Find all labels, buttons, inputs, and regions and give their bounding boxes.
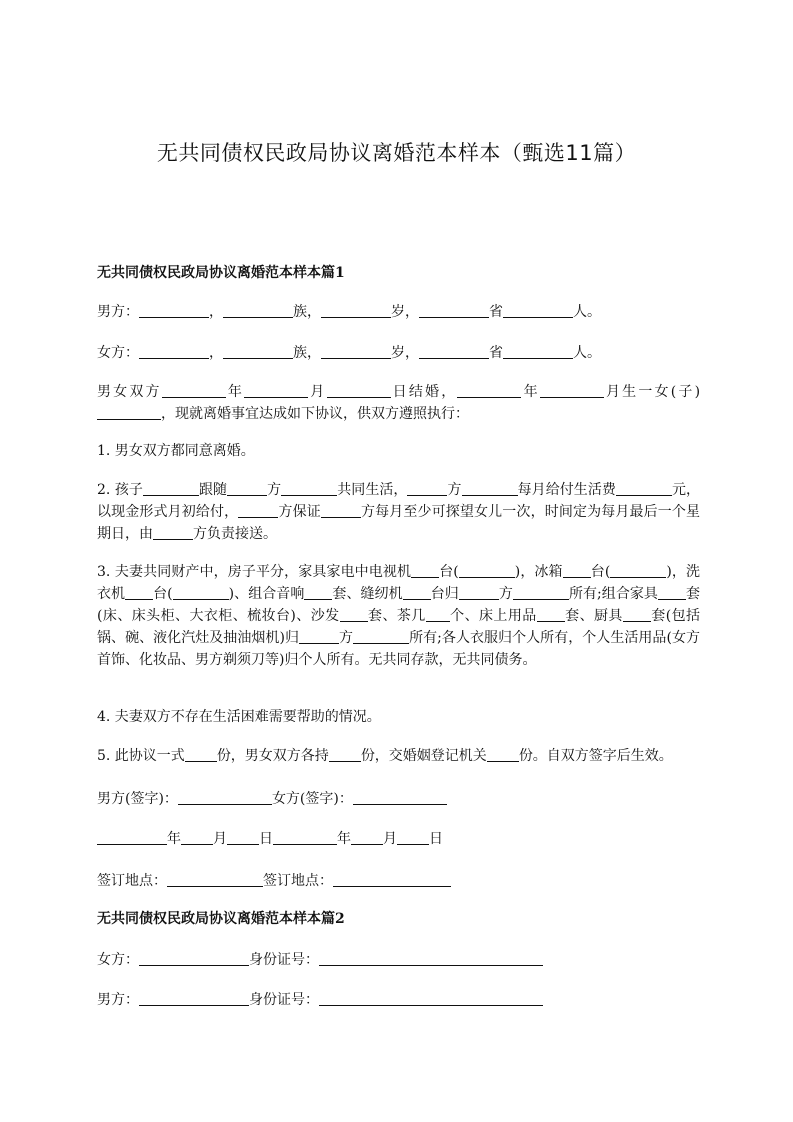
clause-1: 1. 男女双方都同意离婚。: [97, 443, 255, 459]
text-segment: 女方：: [97, 345, 139, 361]
blank[interactable]: [139, 990, 249, 1006]
text-segment: 方负责接送。: [193, 526, 277, 542]
text-segment: 方: [498, 586, 513, 602]
wife-id-line: [97, 949, 700, 971]
text-segment: 套、缝纫机: [332, 586, 403, 602]
blank[interactable]: [227, 829, 259, 845]
text-segment: 每月给付生活费: [517, 482, 616, 498]
blank[interactable]: [273, 829, 337, 845]
text-segment: 人。: [573, 345, 601, 361]
text-segment: 男方：: [97, 304, 139, 320]
text-segment: 年: [521, 384, 540, 400]
blank[interactable]: [299, 628, 339, 644]
blank[interactable]: [623, 606, 651, 622]
text-segment: 台(: [590, 564, 611, 580]
blank[interactable]: [319, 990, 543, 1006]
text-segment: 方每月至少可探望女儿一次，时间定为每月最后一个星期日，由: [97, 504, 701, 542]
text-segment: 日结婚，: [390, 384, 458, 400]
blank[interactable]: [353, 628, 409, 644]
blank[interactable]: [513, 584, 569, 600]
text-segment: 月生一女(子): [603, 384, 701, 400]
blank[interactable]: [185, 746, 217, 762]
blank[interactable]: [125, 584, 153, 600]
blank[interactable]: [153, 524, 193, 540]
signature-line: [97, 788, 700, 810]
text-segment: ，: [209, 304, 223, 320]
blank[interactable]: [658, 584, 686, 600]
text-segment: 身份证号：: [249, 952, 319, 968]
blank[interactable]: [397, 829, 429, 845]
blank[interactable]: [238, 502, 278, 518]
text-segment: 所有;组合家具: [568, 586, 658, 602]
blank[interactable]: [227, 480, 267, 496]
text-segment: 人。: [573, 304, 601, 320]
text-segment: 身份证号：: [249, 992, 319, 1008]
text-segment: 男女双方: [97, 384, 162, 400]
blank[interactable]: [327, 382, 391, 398]
text-segment: 月: [213, 831, 227, 847]
signing-place-line: [97, 870, 700, 892]
blank[interactable]: [540, 382, 604, 398]
blank[interactable]: [321, 502, 361, 518]
blank[interactable]: [321, 302, 391, 318]
text-segment: 套、厨具: [564, 608, 623, 624]
text-segment: 签订地点：: [97, 873, 167, 889]
blank[interactable]: [97, 404, 161, 420]
text-segment: )，冰箱: [514, 564, 563, 580]
section-heading-1: 无共同债权民政局协议离婚范本样本篇1: [97, 265, 345, 281]
blank[interactable]: [459, 562, 515, 578]
text-segment: 2. 孩子: [97, 482, 143, 498]
text-segment: 个、床上用品: [449, 608, 537, 624]
text-segment: )、组合音响: [228, 586, 305, 602]
text-segment: 套、茶几: [367, 608, 426, 624]
blank[interactable]: [351, 829, 383, 845]
signing-date-line: [97, 828, 700, 850]
blank[interactable]: [462, 480, 518, 496]
blank[interactable]: [139, 343, 209, 359]
blank[interactable]: [143, 480, 199, 496]
blank[interactable]: [563, 562, 591, 578]
text-segment: 月: [383, 831, 397, 847]
blank[interactable]: [281, 480, 337, 496]
blank[interactable]: [340, 606, 368, 622]
text-segment: 日: [429, 831, 443, 847]
blank[interactable]: [419, 302, 489, 318]
text-segment: 省: [489, 304, 503, 320]
text-segment: 份，男女双方各持: [216, 748, 329, 764]
blank[interactable]: [181, 829, 213, 845]
text-segment: 5. 此协议一式: [97, 748, 185, 764]
text-segment: 男方：: [97, 992, 139, 1008]
text-segment: 年: [167, 831, 181, 847]
text-segment: 岁，: [391, 345, 419, 361]
text-segment: 共同生活，: [337, 482, 408, 498]
text-segment: 日: [259, 831, 273, 847]
blank[interactable]: [457, 382, 521, 398]
wife-info-line: [97, 342, 700, 364]
blank[interactable]: [139, 302, 209, 318]
blank[interactable]: [319, 950, 543, 966]
blank[interactable]: [333, 871, 451, 887]
text-segment: )，洗衣机: [97, 564, 700, 602]
clause-3: [97, 561, 700, 671]
text-segment: 族，: [293, 345, 321, 361]
signature-blank[interactable]: [353, 789, 447, 805]
page-title: 无共同债权民政局协议离婚范本样本（甄选11篇）: [156, 141, 637, 165]
marriage-intro-paragraph: [97, 381, 700, 425]
blank[interactable]: [503, 343, 573, 359]
blank[interactable]: [167, 871, 263, 887]
blank[interactable]: [426, 606, 450, 622]
blank[interactable]: [419, 343, 489, 359]
text-segment: 方: [338, 630, 354, 646]
text-segment: 方保证: [278, 504, 321, 520]
blank[interactable]: [487, 746, 519, 762]
text-segment: 所有;各人衣服归个人所有，个人生活用品(女方首饰、化妆品、男方剃须刀等)归个人所有。无共同存款，无共同债务。: [97, 630, 700, 668]
blank[interactable]: [304, 584, 332, 600]
blank[interactable]: [610, 562, 666, 578]
blank[interactable]: [411, 562, 439, 578]
text-segment: 年: [337, 831, 351, 847]
text-segment: 方: [267, 482, 282, 498]
blank[interactable]: [173, 584, 229, 600]
signature-blank[interactable]: [178, 789, 272, 805]
text-segment: 方: [447, 482, 462, 498]
text-segment: 女方：: [97, 952, 139, 968]
blank[interactable]: [321, 343, 391, 359]
clause-5: [97, 745, 700, 767]
clause-4: 4. 夫妻双方不存在生活困难需要帮助的情况。: [97, 709, 381, 725]
blank[interactable]: [244, 382, 308, 398]
blank[interactable]: [139, 950, 249, 966]
text-segment: ，现就离婚事宜达成如下协议，供双方遵照执行：: [161, 406, 469, 422]
text-segment: ，: [209, 345, 223, 361]
blank[interactable]: [223, 343, 293, 359]
blank[interactable]: [162, 382, 226, 398]
text-segment: 女方(签字)：: [271, 791, 353, 807]
text-segment: 台(: [153, 586, 173, 602]
text-segment: 男方(签字)：: [97, 791, 178, 807]
blank[interactable]: [403, 584, 431, 600]
husband-id-line: [97, 989, 700, 1011]
text-segment: 族，: [293, 304, 321, 320]
blank[interactable]: [329, 746, 361, 762]
section-heading-2: 无共同债权民政局协议离婚范本样本篇2: [97, 911, 345, 927]
blank[interactable]: [459, 584, 499, 600]
text-segment: 年: [225, 384, 245, 400]
text-segment: 台(: [439, 564, 459, 580]
text-segment: 套(床、床头柜、大衣柜、梳妆台)、沙发: [97, 586, 701, 624]
blank[interactable]: [537, 606, 565, 622]
text-segment: 省: [489, 345, 503, 361]
text-segment: 元，以现金形式月初给付，: [97, 482, 701, 520]
text-segment: 套(包括锅、碗、液化汽灶及抽油烟机)归: [97, 608, 701, 646]
husband-info-line: [97, 301, 700, 323]
text-segment: 台归: [430, 586, 459, 602]
text-segment: 跟随: [198, 482, 228, 498]
text-segment: 3. 夫妻共同财产中，房子平分，家具家电中电视机: [97, 564, 412, 580]
text-segment: 月: [308, 384, 327, 400]
blank[interactable]: [503, 302, 573, 318]
text-segment: 份，交婚姻登记机关: [360, 748, 487, 764]
blank[interactable]: [97, 829, 167, 845]
blank[interactable]: [407, 480, 447, 496]
blank[interactable]: [616, 480, 672, 496]
clause-2: [97, 479, 700, 545]
text-segment: 份。自双方签字后生效。: [518, 748, 673, 764]
blank[interactable]: [223, 302, 293, 318]
text-segment: 签订地点：: [263, 873, 333, 889]
text-segment: 岁，: [391, 304, 419, 320]
